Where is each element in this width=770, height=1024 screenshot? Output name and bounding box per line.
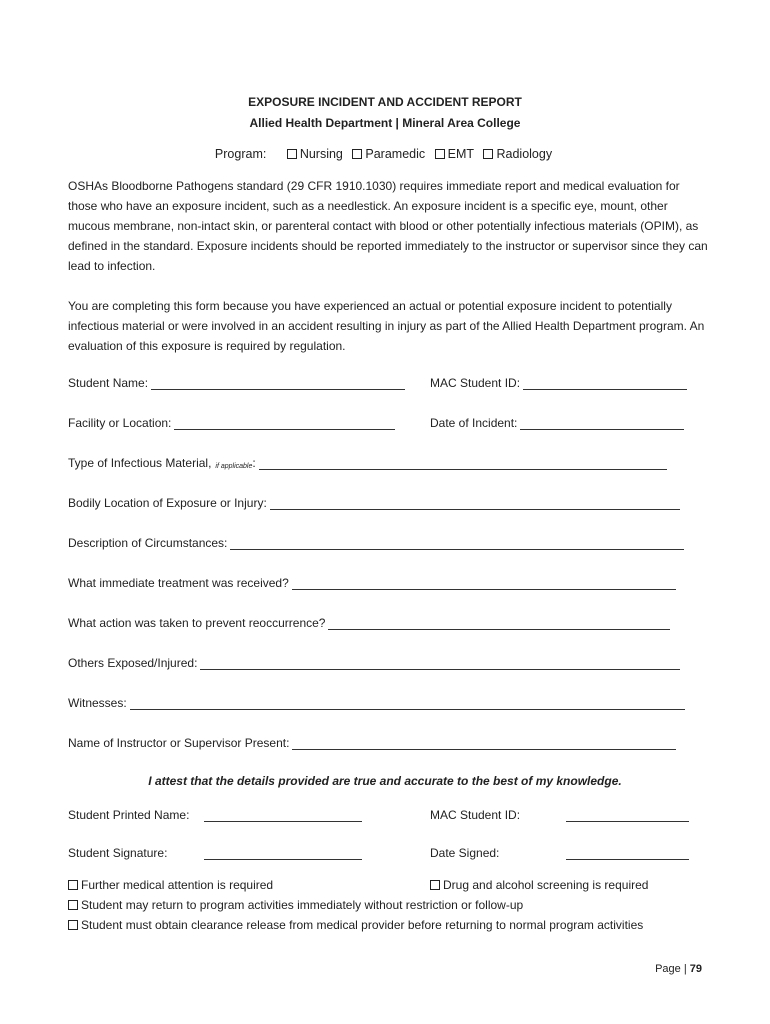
program-option-label: EMT [447,147,474,161]
printed-name-line-wrap [204,806,362,822]
form-title: EXPOSURE INCIDENT AND ACCIDENT REPORT [248,95,522,109]
outcome-return[interactable] [68,898,523,912]
attestation-statement: I attest that the details provided are true and accurate to the best of my knowledge. [148,774,622,788]
facility-field [68,414,395,430]
outcome-clearance[interactable] [68,918,643,932]
date-incident-field [430,414,684,430]
outcome-label: Student may return to program activities immediately without restriction or follow-up [81,898,524,912]
page-number: 79 [689,963,702,975]
program-option-label: Nursing [299,147,343,161]
signature-field [68,844,167,860]
program-option-nursing[interactable] [287,147,343,161]
page-label: Page | [655,963,687,975]
mac-id-field [430,374,687,390]
prevention-label: What action was taken to prevent reoccurrence? [68,616,326,630]
infectious-material-label: Type of Infectious Material, [68,456,212,470]
instructor-input[interactable] [292,737,676,750]
sig-mac-id-line-wrap [566,806,689,822]
student-name-label: Student Name: [68,376,149,390]
date-signed-label: Date Signed: [430,846,500,860]
student-name-input[interactable] [151,377,405,390]
facility-label: Facility or Location: [68,416,172,430]
program-option-emt[interactable] [435,147,474,161]
others-exposed-label: Others Exposed/Injured: [68,656,198,670]
others-exposed-input[interactable] [200,657,680,670]
sig-mac-id-label: MAC Student ID: [430,808,521,822]
signature-line-wrap [204,844,362,860]
checkbox-icon[interactable] [68,880,78,890]
date-signed-field [430,844,499,860]
page-footer [655,963,702,975]
intro-paragraph-purpose: You are completing this form because you have experienced an actual or potential exposure incident to potentially infectious material or were involved in an accident resulting in injury as part of the Allied Health Department program. An evaluation of this exposure is required by regulation. [68,299,705,353]
mac-id-label: MAC Student ID: [430,376,521,390]
checkbox-icon[interactable] [287,149,297,159]
program-selector [0,147,770,161]
outcome-drug-screen[interactable] [430,878,648,892]
date-incident-input[interactable] [520,417,684,430]
printed-name-label: Student Printed Name: [68,808,190,822]
outcome-label: Drug and alcohol screening is required [443,878,649,892]
sig-mac-id-input[interactable] [566,809,689,822]
checkbox-icon[interactable] [352,149,362,159]
date-signed-input[interactable] [566,847,689,860]
instructor-label: Name of Instructor or Supervisor Present: [68,736,290,750]
checkbox-icon[interactable] [68,900,78,910]
facility-input[interactable] [174,417,395,430]
outcome-label: Student must obtain clearance release from medical provider before returning to normal program activities [81,918,644,932]
date-incident-label: Date of Incident: [430,416,518,430]
mac-id-input[interactable] [523,377,687,390]
treatment-input[interactable] [292,577,676,590]
witnesses-input[interactable] [130,697,685,710]
others-exposed-field [68,654,680,670]
printed-name-input[interactable] [204,809,362,822]
prevention-field [68,614,670,630]
description-label: Description of Circumstances: [68,536,228,550]
program-option-label: Radiology [496,147,553,161]
checkbox-icon[interactable] [430,880,440,890]
outcome-label: Further medical attention is required [81,878,274,892]
description-input[interactable] [230,537,684,550]
signature-label: Student Signature: [68,846,168,860]
program-option-paramedic[interactable] [352,147,425,161]
infectious-material-note: if applicable [215,463,253,470]
program-option-label: Paramedic [365,147,426,161]
form-subtitle: Allied Health Department | Mineral Area College [249,116,521,130]
intro-paragraph-osha: OSHAs Bloodborne Pathogens standard (29 CFR 1910.1030) requires immediate report and medical evaluation for those who have an exposure incident, such as a needlestick. An exposure incident is a specific eye, mount, other mucous membrane, non-intact skin, or parenteral contact with blood or other potentially infectious materials (OPIM), as defined in the standard. Exposure incidents should be reported immediately to the instructor or supervisor since they can lead to infection. [68,179,708,273]
bodily-location-label: Bodily Location of Exposure or Injury: [68,496,267,510]
signature-input[interactable] [204,847,362,860]
program-option-radiology[interactable] [483,147,552,161]
prevention-input[interactable] [328,617,670,630]
checkbox-icon[interactable] [68,920,78,930]
checkbox-icon[interactable] [435,149,445,159]
bodily-location-field [68,494,680,510]
witnesses-field [68,694,685,710]
date-signed-line-wrap [566,844,689,860]
outcome-further-medical[interactable] [68,878,273,892]
instructor-field [68,734,676,750]
program-label: Program: [214,147,267,161]
treatment-label: What immediate treatment was received? [68,576,289,590]
sig-mac-id-field [430,806,520,822]
witnesses-label: Witnesses: [68,696,127,710]
treatment-field [68,574,676,590]
bodily-location-input[interactable] [270,497,680,510]
infectious-material-input[interactable] [259,457,667,470]
printed-name-field [68,806,189,822]
checkbox-icon[interactable] [483,149,493,159]
infectious-material-field: Type of Infectious Material, if applicable : [68,454,667,470]
description-field [68,534,684,550]
student-name-field [68,374,405,390]
